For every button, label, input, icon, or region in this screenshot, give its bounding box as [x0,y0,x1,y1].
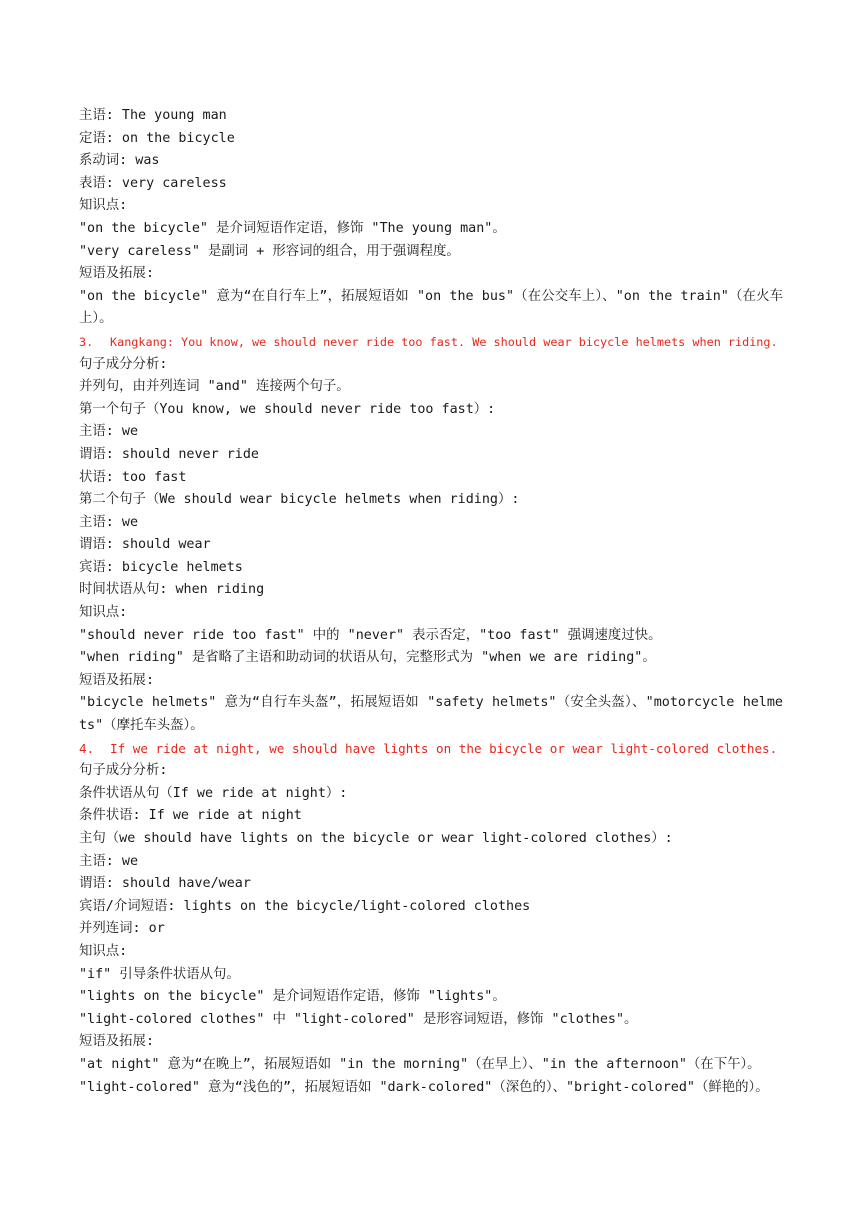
analysis-item: 宾语: bicycle helmets [79,559,243,575]
knowledge-item: "light-colored clothes" 中 "light-colored" 是形容词短语，修饰 "clothes"。 [79,1011,638,1027]
linking-verb-line: 系动词: was [79,153,160,169]
knowledge-item: "when riding" 是省略了主语和助动词的状语从句，完整形式为 "when we are riding"。 [79,650,656,666]
sentence-number: 3. [79,334,94,349]
knowledge-item: "if" 引导条件状语从句。 [79,966,240,982]
phrase-extension-heading: 短语及拓展: [79,672,155,688]
analysis-heading: 句子成分分析: [79,356,168,372]
knowledge-item: "lights on the bicycle" 是介词短语作定语，修饰 "lights"。 [79,989,506,1005]
analysis-item: 主语: we [79,853,139,869]
analysis-heading: 句子成分分析: [79,763,168,779]
knowledge-heading: 知识点: [79,198,128,214]
phrase-extension-item: "at night" 意为“在晚上”，拓展短语如 "in the morning"（在早上）、"in the afternoon"（在下午）。 [79,1056,761,1072]
analysis-item: 谓语: should wear [79,537,211,553]
clause-heading: 第二个句子（We should wear bicycle helmets when riding）: [79,492,520,508]
analysis-item: 时间状语从句: when riding [79,582,265,598]
phrase-extension-item: "bicycle helmets" 意为“自行车头盔”，拓展短语如 "safety helmets"（安全头盔）、"motorcycle helmets"（摩托车头盔）。 [79,695,783,734]
analysis-item: 状语: too fast [79,469,187,485]
predicative-line: 表语: very careless [79,175,227,191]
sentence-number: 4. [79,740,95,756]
analysis-item: 条件状语: If we ride at night [79,808,302,824]
knowledge-item: "on the bicycle" 是介词短语作定语，修饰 "The young man"。 [79,220,506,236]
analysis-item: 并列句，由并列连词 "and" 连接两个句子。 [79,379,350,395]
clause-heading: 主句（we should have lights on the bicycle or wear light-colored clothes）: [79,831,673,846]
knowledge-heading: 知识点: [79,605,128,621]
analysis-item: 并列连词: or [79,921,165,937]
attribute-line: 定语: on the bicycle [79,130,235,146]
phrase-extension-item: "on the bicycle" 意为“在自行车上”，拓展短语如 "on the bus"（在公交车上）、"on the train"（在火车上）。 [79,288,783,327]
analysis-item: 谓语: should never ride [79,446,259,462]
analysis-item: 谓语: should have/wear [79,876,251,892]
sentence-3-heading [79,331,783,354]
knowledge-item: "should never ride too fast" 中的 "never" 表示否定，"too fast" 强调速度过快。 [79,627,662,643]
sentence-4-heading [79,738,783,761]
document-body [79,105,783,1099]
sentence-text: Kangkang: You know, we should never ride too fast. We should wear bicycle helmets when riding. [110,334,778,349]
phrase-extension-heading: 短语及拓展: [79,266,155,282]
knowledge-heading: 知识点: [79,943,128,959]
sentence-text: If we ride at night, we should have lights on the bicycle or wear light-colored clothes. [110,740,778,756]
analysis-item: 主语: we [79,514,139,530]
subject-line: 主语: The young man [79,108,227,123]
phrase-extension-heading: 短语及拓展: [79,1034,155,1050]
analysis-item: 宾语/介词短语: lights on the bicycle/light-colored clothes [79,898,531,914]
knowledge-item: "very careless" 是副词 + 形容词的组合，用于强调程度。 [79,243,460,259]
clause-heading: 第一个句子（You know, we should never ride too fast）: [79,401,496,417]
clause-heading: 条件状语从句（If we ride at night）: [79,785,348,801]
phrase-extension-item: "light-colored" 意为“浅色的”，拓展短语如 "dark-colored"（深色的）、"bright-colored"（鲜艳的）。 [79,1079,769,1095]
analysis-item: 主语: we [79,424,139,440]
